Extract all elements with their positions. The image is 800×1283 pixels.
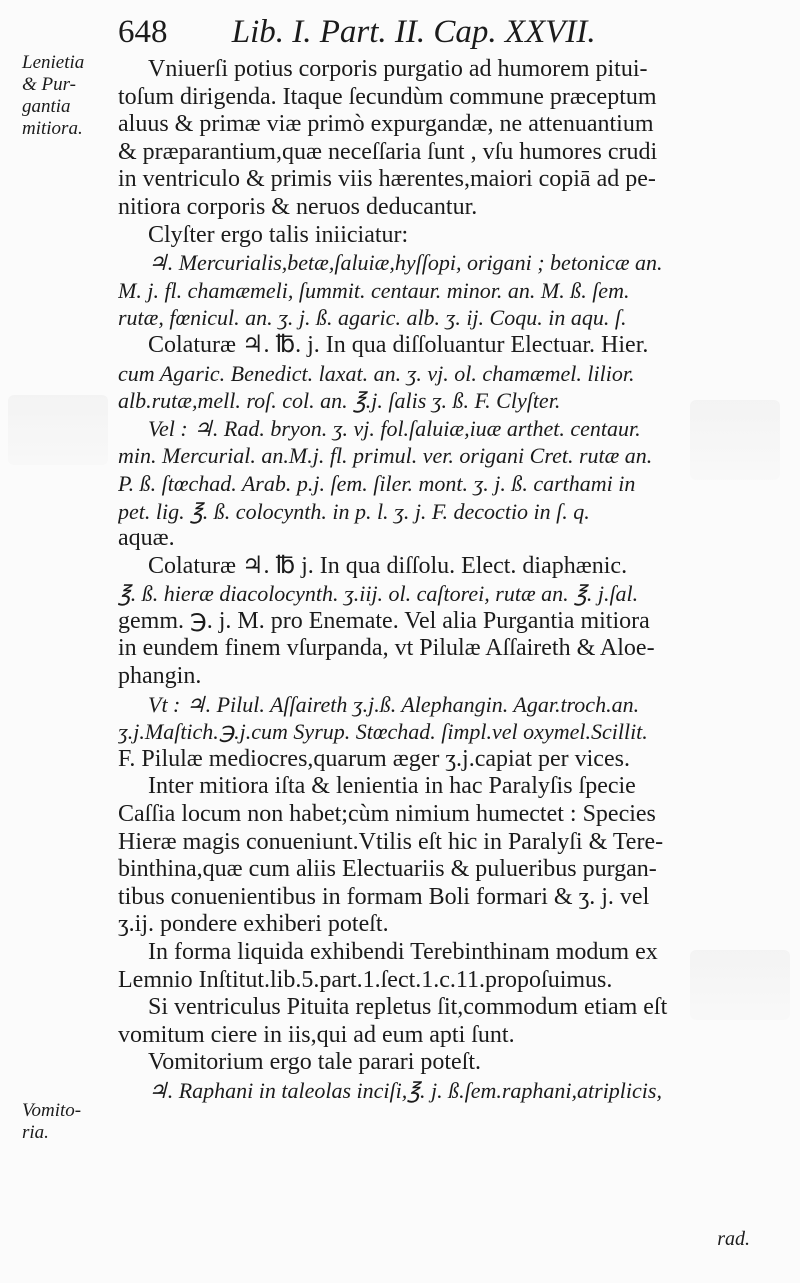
text-line: In forma liquida exhibendi Terebinthinam modum ex xyxy=(148,939,658,965)
catchword: rad. xyxy=(717,1228,750,1250)
text-line: alb.rutæ,mell. roſ. col. an. ℥.j. ſalis ʒ. ß. F. Clyſter. xyxy=(118,388,561,414)
text-line: Lemnio Inſtitut.lib.5.part.1.ſect.1.c.11.propoſuimus. xyxy=(118,966,613,993)
text-line: ♃. Raphani in taleolas inciſi,℥. j. ß.ſem.raphani,atriplicis, xyxy=(148,1077,662,1103)
text-line: pet. lig. ℥. ß. colocynth. in p. l. ʒ. j. F. decoctio in ſ. q. xyxy=(118,498,590,524)
bleed-through-shadow xyxy=(690,950,790,1020)
text-line: in eundem finem vſurpanda, vt Pilulæ Aſſaireth & Aloe- xyxy=(118,635,655,662)
text-line: Clyſter ergo talis iniiciatur: xyxy=(148,221,409,248)
text-line: P. ß. ſtœchad. Arab. p.j. ſem. ſiler. mont. ʒ. j. ß. carthami in xyxy=(118,470,636,496)
text-line: phangin. xyxy=(118,663,202,690)
text-line: ʒ.ij. pondere exhiberi poteſt. xyxy=(118,911,389,938)
running-title: Lib. I. Part. II. Cap. XXVII. xyxy=(231,14,596,50)
text-line: Si ventriculus Pituita repletus ſit,commodum etiam eſt xyxy=(148,994,668,1021)
text-line: aquæ. xyxy=(118,525,175,552)
text-line: Colaturæ ♃. ℔ j. In qua diſſolu. Elect. diaphænic. xyxy=(148,552,628,579)
body-text xyxy=(118,56,764,1105)
page-header xyxy=(118,14,768,51)
text-line: nitiora corporis & neruos deducantur. xyxy=(118,193,478,220)
margin-note-lenientia: Lenietia & Pur- gantia mitiora. xyxy=(22,52,85,139)
text-line: binthina,quæ cum aliis Electuariis & pulueribus purgan- xyxy=(118,856,657,883)
text-line: M. j. fl. chamæmeli, ſummit. centaur. minor. an. M. ß. ſem. xyxy=(118,277,630,303)
bleed-through-shadow xyxy=(690,400,780,480)
text-line: & præparantium,quæ neceſſaria ſunt , vſu humores crudi xyxy=(118,138,658,165)
text-line: gemm. ℈. j. M. pro Enemate. Vel alia Purgantia mitiora xyxy=(118,607,650,634)
text-line: Vel : ♃. Rad. bryon. ʒ. vj. fol.ſaluiæ,iuæ arthet. centaur. xyxy=(148,415,641,441)
text-line: in ventriculo & primis viis hærentes,maiori copiā ad pe- xyxy=(118,166,656,193)
text-line: Hieræ magis conueniunt.Vtilis eſt hic in Paralyſi & Tere- xyxy=(118,828,664,855)
text-line: Caſſia locum non habet;cùm nimium humectet : Species xyxy=(118,801,656,828)
page-number: 648 xyxy=(118,14,168,50)
text-line: vomitum ciere in iis,qui ad eum apti ſunt. xyxy=(118,1021,515,1048)
text-line: ʒ.j.Maſtich.℈.j.cum Syrup. Stœchad. ſimpl.vel oxymel.Scillit. xyxy=(118,719,648,745)
text-line: tibus conuenientibus in formam Boli formari & ʒ. j. vel xyxy=(118,883,650,910)
text-line: toſum dirigenda. Itaque ſecundùm commune præceptum xyxy=(118,83,657,110)
text-line: Colaturæ ♃. ℔. j. In qua diſſoluantur Electuar. Hier. xyxy=(148,331,649,358)
text-line: Vniuerſi potius corporis purgatio ad humorem pitui- xyxy=(148,56,648,82)
bleed-through-shadow xyxy=(8,395,108,465)
text-line: aluus & primæ viæ primò expurgandæ, ne attenuantium xyxy=(118,111,654,138)
margin-note-vomitoria: Vomito- ria. xyxy=(22,1100,82,1143)
text-line: ℥. ß. hieræ diacolocynth. ʒ.iij. ol. caſtorei, rutæ an. ℥. j.ſal. xyxy=(118,581,639,607)
text-line: Vt : ♃. Pilul. Aſſaireth ʒ.j.ß. Alephangin. Agar.troch.an. xyxy=(148,691,640,717)
text-line: Vomitorium ergo tale parari poteſt. xyxy=(148,1049,482,1076)
text-line: Inter mitiora iſta & lenientia in hac Paralyſis ſpecie xyxy=(148,773,636,800)
text-line: F. Pilulæ mediocres,quarum æger ʒ.j.capiat per vices. xyxy=(118,745,630,772)
text-line: cum Agaric. Benedict. laxat. an. ʒ. vj. ol. chamæmel. lilior. xyxy=(118,360,635,386)
text-line: min. Mercurial. an.M.j. fl. primul. ver. origani Cret. rutæ an. xyxy=(118,443,653,469)
text-line: ♃. Mercurialis,betæ,ſaluiæ,hyſſopi, origani ; betonicæ an. xyxy=(148,250,663,276)
text-line: rutæ, fœnicul. an. ʒ. j. ß. agaric. alb. ʒ. ij. Coqu. in aqu. ſ. xyxy=(118,305,627,331)
